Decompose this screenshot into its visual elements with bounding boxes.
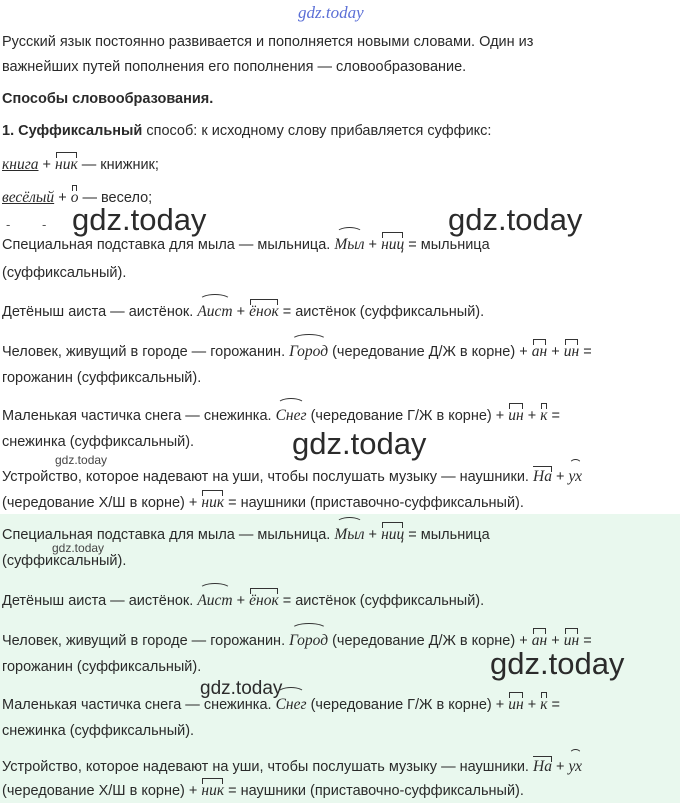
suffix-mark: ин [508,407,524,424]
plus-sign: + [523,408,541,424]
example-1-suffix: ник [55,156,78,173]
item-text: (чередование Х/Ш в корне) + [2,783,202,799]
item-naushniki-copy [2,758,582,776]
example-1-result: — книжник; [77,157,159,173]
example-1 [2,156,159,174]
item-text: Человек, живущий в городе — горожанин. [2,633,290,649]
suffix-mark: ёнок [249,303,279,320]
plus-sign: + [547,344,564,360]
plus-sign: + [232,304,250,320]
watermark: gdz.today [52,541,105,555]
suffix-mark: ник [201,782,225,799]
item-text: Детёныш аиста — аистёнок. [2,593,198,609]
plus-sign: + [551,759,569,775]
intro-line-1: Русский язык постоянно развивается и пополняется новыми словами. Один из [2,34,534,50]
watermark: gdz.today [448,202,583,237]
root-mark: Мыл [334,236,365,253]
item-text: Устройство, которое надевают на уши, чтобы послушать музыку — наушники. [2,759,533,775]
item-tail: = [547,697,561,713]
item-text: Маленькая частичка снега — снежинка. [2,408,276,424]
item-text: Детёныш аиста — аистёнок. [2,304,198,320]
method-1-text: способ: к исходному слову прибавляется суффикс: [142,123,492,139]
example-2-result: — весело; [78,190,153,206]
plus-sign: + [38,157,56,173]
suffix-mark: к [540,407,548,424]
item-tail: = [547,408,561,424]
item-mid: (чередование Г/Ж в корне) + [306,697,509,713]
item-naushniki-line-2 [2,494,524,512]
item-snezhinka [2,407,560,425]
intro-line-2: важнейших путей пополнения его пополнения — словообразование. [2,59,467,75]
item-tail: = [579,633,592,649]
item-gorozhanin-copy-line-2: горожанин (суффиксальный). [2,659,202,675]
item-aistenok-copy [2,592,484,610]
prefix-mark: На [533,468,552,485]
suffix-mark: ин [508,696,524,713]
item-mylnitsa [2,236,490,254]
item-snezhinka-line-2: снежинка (суффиксальный). [2,434,195,450]
item-tail: = [579,344,592,360]
item-mid: (чередование Д/Ж в корне) + [328,633,532,649]
suffix-mark: ин [563,632,580,649]
root-mark: Город [289,343,329,360]
item-gorozhanin-line-2: горожанин (суффиксальный). [2,370,202,386]
item-text: Специальная подставка для мыла — мыльница. [2,527,335,543]
root-mark: ух [568,758,583,775]
item-mid: (чередование Д/Ж в корне) + [328,344,532,360]
suffix-mark: ниц [381,526,405,543]
item-text: Маленькая частичка снега — снежинка. [2,697,276,713]
item-text: (чередование Х/Ш в корне) + [2,495,202,511]
plus-sign: + [54,190,71,206]
section-heading: Способы словообразования. [2,91,214,107]
plus-sign: + [232,593,250,609]
root-mark: Снег [275,696,307,713]
root-mark: ух [568,468,583,485]
item-mylnitsa-line-2: (суффиксальный). [2,265,127,281]
dash-mark-1: - [6,217,11,232]
item-mylnitsa-copy-line-2: (суффиксальный). [2,553,127,569]
item-tail: = наушники (приставочно-суффиксальный). [224,495,524,511]
suffix-mark: к [540,696,548,713]
root-mark: Аист [197,303,233,320]
item-naushniki-copy-line-2 [2,782,524,800]
watermark-top: gdz.today [298,3,364,22]
suffix-mark: ёнок [249,592,279,609]
example-2-root: весёлый [2,189,55,206]
item-text: Устройство, которое надевают на уши, чтобы послушать музыку — наушники. [2,469,533,485]
root-mark: Мыл [334,526,365,543]
item-mid: (чередование Г/Ж в корне) + [306,408,509,424]
example-1-root: книга [2,156,39,173]
root-mark: Аист [197,592,233,609]
watermark: gdz.today [200,678,283,699]
suffix-mark: ан [531,632,548,649]
item-tail: = мыльница [404,527,490,543]
root-mark: Снег [275,407,307,424]
watermark: gdz.today [55,453,108,467]
watermark: gdz.today [490,646,625,681]
watermark: gdz.today [72,202,207,237]
item-text: Специальная подставка для мыла — мыльница. [2,237,335,253]
example-2-suffix: о [70,189,79,206]
plus-sign: + [364,237,382,253]
plus-sign: + [551,469,569,485]
item-aistenok [2,303,484,321]
item-naushniki [2,468,582,486]
watermark: gdz.today [292,426,427,461]
plus-sign: + [523,697,541,713]
item-tail: = наушники (приставочно-суффиксальный). [224,783,524,799]
item-tail: = аистёнок (суффиксальный). [278,304,485,320]
method-1-line [2,122,491,140]
suffix-mark: ин [563,343,580,360]
dash-mark-2: - [42,217,47,232]
item-gorozhanin [2,343,592,361]
method-1-label: 1. Суффиксальный [2,123,143,139]
root-mark: Город [289,632,329,649]
item-snezhinka-copy-line-2: снежинка (суффиксальный). [2,723,195,739]
prefix-mark: На [533,758,552,775]
plus-sign: + [547,633,564,649]
suffix-mark: ниц [381,236,405,253]
plus-sign: + [364,527,382,543]
item-tail: = мыльница [404,237,490,253]
item-tail: = аистёнок (суффиксальный). [278,593,485,609]
item-text: Человек, живущий в городе — горожанин. [2,344,290,360]
suffix-mark: ан [531,343,548,360]
suffix-mark: ник [201,494,225,511]
